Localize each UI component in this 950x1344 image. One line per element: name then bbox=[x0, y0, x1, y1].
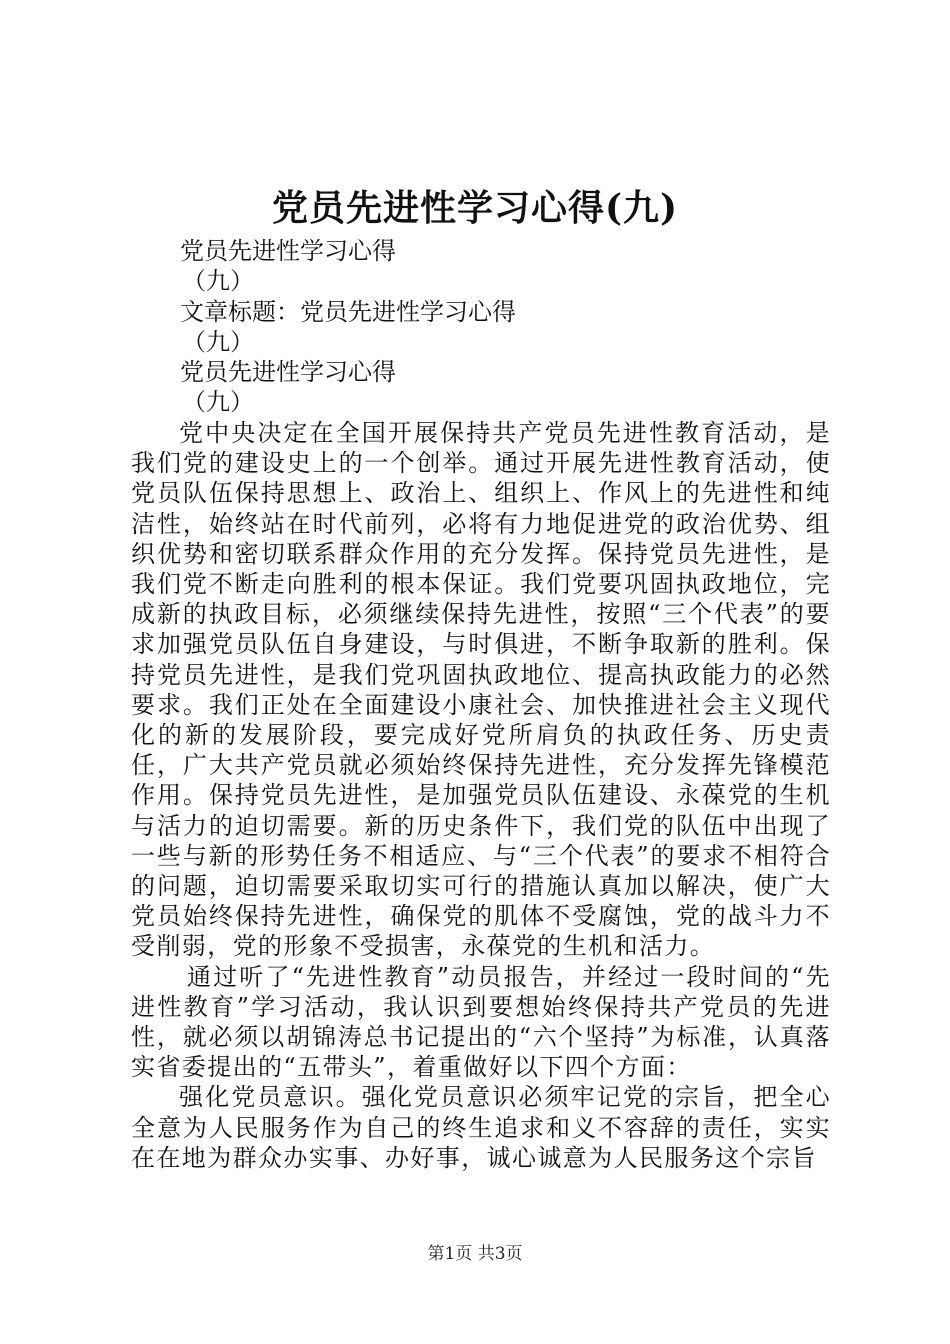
document-title: 党员先进性学习心得(九) bbox=[271, 187, 679, 229]
meta-line: 党员先进性学习心得 bbox=[180, 358, 396, 387]
meta-line: （九） bbox=[182, 327, 254, 356]
body-paragraph: 党中央决定在全国开展保持共产党员先进性教育活动，是我们党的建设史上的一个创举。通过开展先进性教育活动，使党员队伍保持思想上、政治上、组织上、作风上的先进性和纯洁性，始终站在时代前列，必将有力地促进党的政治优势、组织优势和密切联系群众作用的充分发挥。保持党员先进性，是我们党不断走向胜利的根本保证。我们党要巩固执政地位，完成新的执政目标，必须继续保持先进性，按照“三个代表”的要求加强党员队伍自身建设，与时俱进，不断争取新的胜利。保持党员先进性，是我们党巩固执政地位、提高执政能力的必然要求。我们正处在全面建设小康社会、加快推进社会主义现代化的新的发展阶段，要完成好党所肩负的执政任务、历史责任，广大共产党员就必须始终保持先进性，充分发挥先锋模范作用。保持党员先进性，是加强党员队伍建设、永葆党的生机与活力的迫切需要。新的历史条件下，我们党的队伍中出现了一些与新的形势任务不相适应、与“三个代表”的要求不相符合的问题，迫切需要采取切实可行的措施认真加以解决，使广大党员始终保持先进性，确保党的肌体不受腐蚀，党的战斗力不受削弱，党的形象不受损害，永葆党的生机和活力。 bbox=[131, 419, 831, 961]
meta-line: （九） bbox=[182, 267, 254, 296]
body-paragraph: 强化党员意识。强化党员意识必须牢记党的宗旨，把全心全意为人民服务作为自己的终生追求和义不容辞的责任，实实在在地为群众办实事、办好事，诚心诚意为人民服务这个宗旨 bbox=[131, 1083, 831, 1172]
body-text bbox=[131, 418, 831, 1173]
title-repeat-block bbox=[180, 236, 840, 418]
meta-line: 党员先进性学习心得 bbox=[180, 237, 396, 265]
page-footer: 第1页 共3页 bbox=[427, 1244, 523, 1264]
meta-line: （九） bbox=[182, 388, 254, 417]
meta-line: 文章标题：党员先进性学习心得 bbox=[180, 297, 516, 326]
body-paragraph: 通过听了“先进性教育”动员报告，并经过一段时间的“先进性教育”学习活动，我认识到要想始终保持共产党员的先进性，就必须以胡锦涛总书记提出的“六个坚持”为标准，认真落实省委提出的“五带头”，着重做好以下四个方面： bbox=[131, 962, 831, 1082]
